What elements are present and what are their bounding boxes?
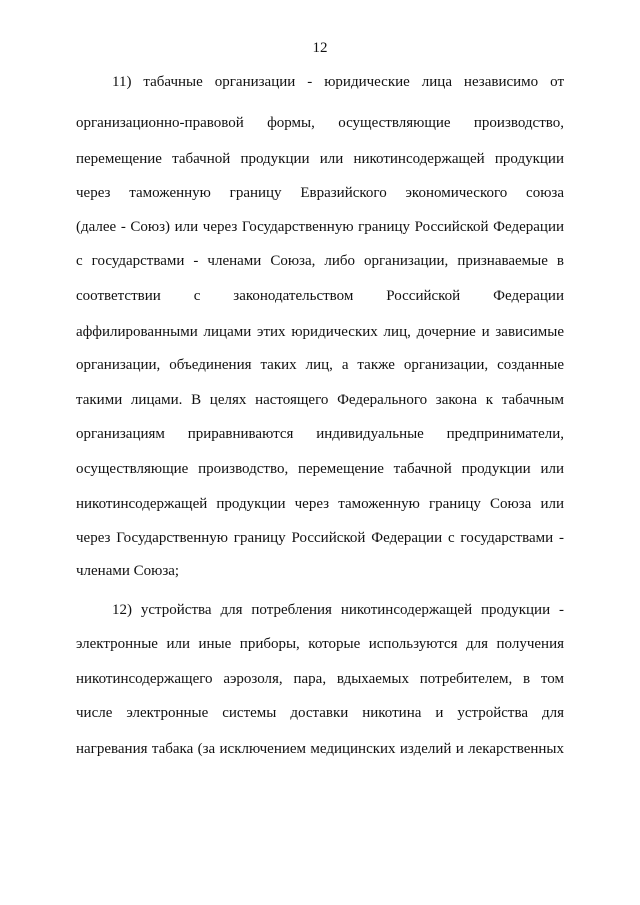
text-line: никотинсодержащего аэрозоля, пара, вдыхаемых потребителем, в том: [76, 671, 564, 687]
text-line: организационно-правовой формы, осуществляющие производство,: [76, 115, 564, 131]
text-line: через таможенную границу Евразийского экономического союза: [76, 185, 564, 201]
text-line: аффилированными лицами этих юридических лиц, дочерние и зависимые: [76, 324, 564, 340]
text-line: организации, объединения таких лиц, а также организации, созданные: [76, 357, 564, 373]
text-line: (далее - Союз) или через Государственную границу Российской Федерации: [76, 219, 564, 235]
page-number: 12: [312, 40, 328, 56]
text-line: такими лицами. В целях настоящего Федерального закона к табачным: [76, 392, 564, 408]
text-line: через Государственную границу Российской Федерации с государствами -: [76, 530, 564, 546]
text-line: числе электронные системы доставки никотина и устройства для: [76, 705, 564, 721]
text-line: 12) устройства для потребления никотинсодержащей продукции -: [112, 602, 564, 618]
text-line: с государствами - членами Союза, либо организации, признаваемые в: [76, 253, 564, 269]
text-line: 11) табачные организации - юридические лица независимо от: [112, 74, 564, 90]
text-line: перемещение табачной продукции или никотинсодержащей продукции: [76, 151, 564, 167]
text-line: нагревания табака (за исключением медицинских изделий и лекарственных: [76, 741, 564, 757]
text-line: никотинсодержащей продукции через таможенную границу Союза или: [76, 496, 564, 512]
text-line: членами Союза;: [76, 563, 180, 579]
text-line: организациям приравниваются индивидуальные предприниматели,: [76, 426, 564, 442]
text-line: электронные или иные приборы, которые используются для получения: [76, 636, 564, 652]
text-line: осуществляющие производство, перемещение табачной продукции или: [76, 461, 564, 477]
text-line: соответствии с законодательством Российской Федерации: [76, 288, 564, 304]
